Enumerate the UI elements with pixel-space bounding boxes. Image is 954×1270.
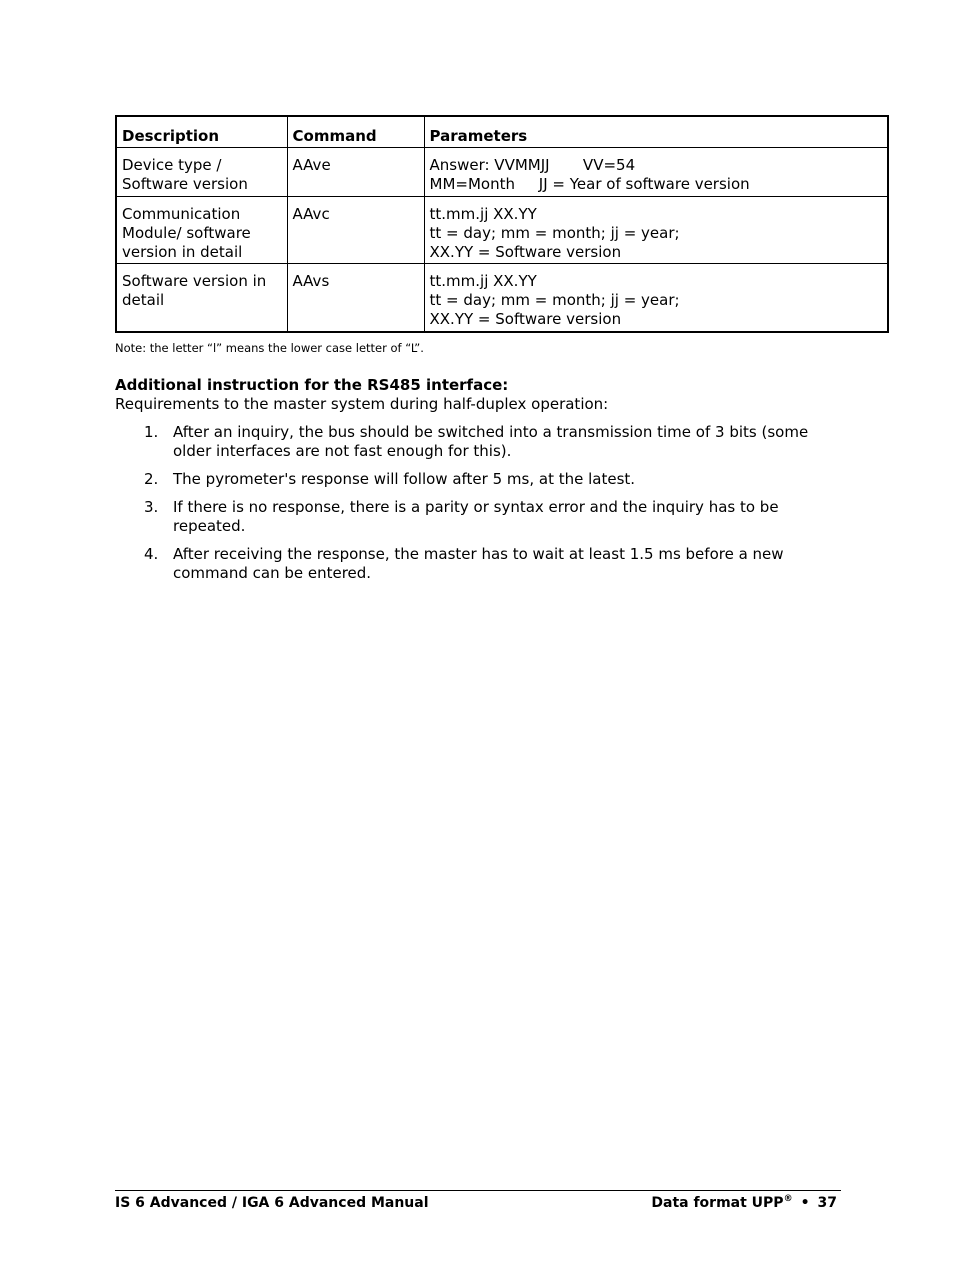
parameter-line: tt = day; mm = month; jj = year;	[429, 224, 680, 242]
list-item-text: The pyrometer's response will follow after 5 ms, at the latest.	[173, 470, 636, 488]
list-item-number: 2.	[144, 470, 159, 488]
parameter-line: tt = day; mm = month; jj = year;	[429, 291, 680, 309]
row-command: AAvs	[287, 264, 424, 332]
parameter-line: Answer: VVMMJJ VV=54	[429, 156, 636, 174]
row-description	[116, 264, 287, 332]
command-table	[115, 115, 889, 333]
parameter-line: tt.mm.jj XX.YY	[429, 205, 537, 223]
header-parameters: Parameters	[424, 116, 888, 148]
page-number: 37	[817, 1195, 837, 1211]
table-row	[116, 148, 888, 197]
registered-mark: ®	[783, 1194, 793, 1204]
requirements-list	[115, 423, 815, 592]
table-note: Note: the letter “l” means the lower case letter of “L”.	[115, 341, 424, 355]
parameter-line: XX.YY = Software version	[429, 310, 622, 328]
list-item	[115, 498, 815, 536]
list-item-text: After an inquiry, the bus should be switched into a transmission time of 3 bits (some older interfaces are not fast enough for this).	[173, 423, 809, 460]
parameter-line: XX.YY = Software version	[429, 243, 622, 261]
description-line: version in detail	[122, 243, 243, 261]
row-command: AAve	[287, 148, 424, 197]
row-description	[116, 148, 287, 197]
list-item-number: 4.	[144, 545, 159, 563]
description-line: Module/ software	[122, 224, 251, 242]
list-item	[115, 423, 815, 461]
table-header-row	[116, 116, 888, 148]
description-line: detail	[122, 291, 165, 309]
table-row	[116, 264, 888, 332]
footer-section-info	[651, 1194, 837, 1212]
section-intro: Requirements to the master system during half-duplex operation:	[115, 395, 609, 413]
description-line: Communication	[122, 205, 241, 223]
footer-manual-title: IS 6 Advanced / IGA 6 Advanced Manual	[115, 1195, 429, 1211]
list-item-number: 1.	[144, 423, 159, 441]
row-description	[116, 197, 287, 264]
parameter-line: tt.mm.jj XX.YY	[429, 272, 537, 290]
footer-divider	[115, 1190, 841, 1191]
list-item-number: 3.	[144, 498, 159, 516]
parameter-line: MM=Month JJ = Year of software version	[429, 175, 750, 193]
list-item-text: After receiving the response, the master has to wait at least 1.5 ms before a new command can be entered.	[173, 545, 784, 582]
footer-bullet: •	[800, 1195, 810, 1211]
header-description: Description	[116, 116, 287, 148]
list-item	[115, 470, 815, 489]
footer-section-title: Data format UPP	[651, 1195, 784, 1211]
description-line: Device type /	[122, 156, 222, 174]
table-row	[116, 197, 888, 264]
list-item-text: If there is no response, there is a parity or syntax error and the inquiry has to be repeated.	[173, 498, 779, 535]
row-parameters	[424, 264, 888, 332]
row-command: AAvc	[287, 197, 424, 264]
row-parameters	[424, 148, 888, 197]
description-line: Software version in	[122, 272, 267, 290]
list-item	[115, 545, 815, 583]
row-parameters	[424, 197, 888, 264]
description-line: Software version	[122, 175, 248, 193]
header-command: Command	[287, 116, 424, 148]
section-heading: Additional instruction for the RS485 interface:	[115, 376, 509, 394]
